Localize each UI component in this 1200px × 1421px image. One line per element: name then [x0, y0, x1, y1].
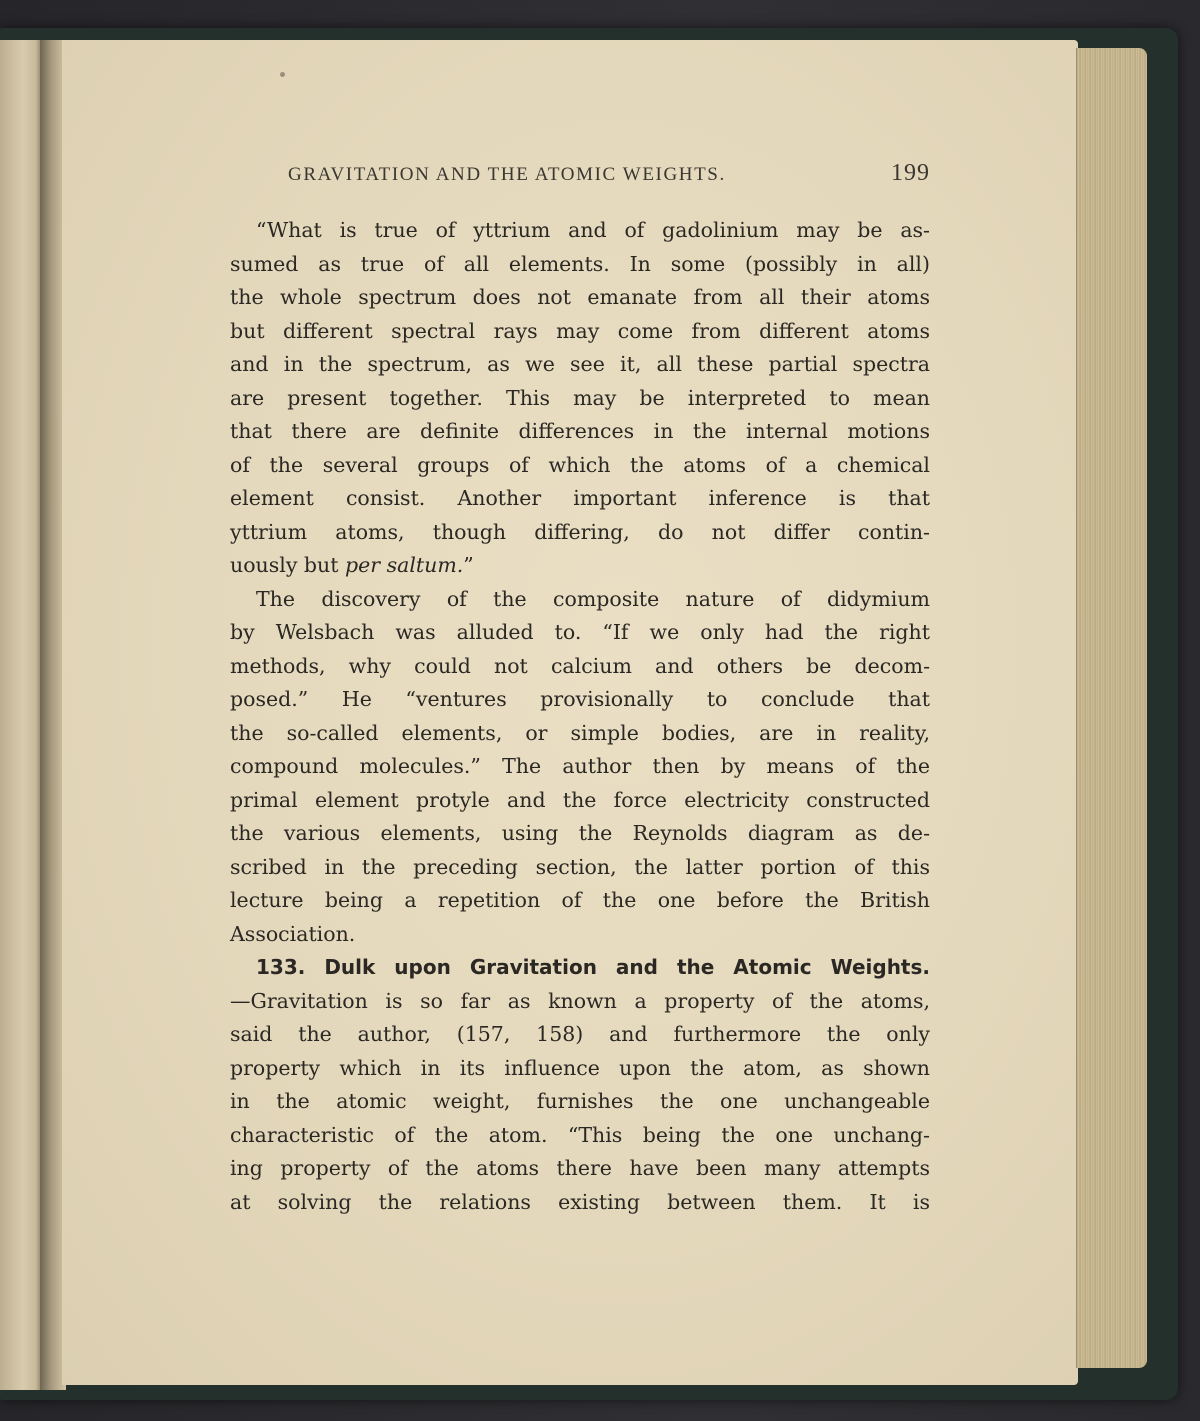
page-block-fore-edge [1076, 48, 1147, 1368]
text-line: of the several groups of which the atoms of a chemical [230, 452, 930, 477]
text-line: element consist. Another important inference is that [230, 486, 930, 510]
text-line: scribed in the preceding section, the latter portion of this [230, 854, 930, 879]
running-head [230, 160, 930, 198]
section-133 [230, 951, 930, 1219]
text-line [230, 549, 930, 583]
text-line: the so-called elements, or simple bodies, are in reality, [230, 720, 930, 745]
text-line: at solving the relations existing between them. It is [230, 1189, 930, 1214]
text-run: uously but [230, 553, 346, 577]
text-line: in the atomic weight, furnishes the one unchangeable [230, 1089, 930, 1113]
text-line: characteristic of the atom. “This being the one unchang- [230, 1122, 930, 1147]
text-line: the whole spectrum does not emanate from all their atoms [230, 285, 930, 309]
text-line: property which in its influence upon the atom, as shown [230, 1055, 930, 1080]
text-line: are present together. This may be interpreted to mean [230, 385, 930, 410]
text-line: methods, why could not calcium and others be decom- [230, 653, 930, 678]
closing-quote: ” [463, 553, 474, 577]
text-line: compound molecules.” The author then by means of the [230, 754, 930, 778]
text-line: but different spectral rays may come from different atoms [230, 318, 930, 343]
section-heading: 133. Dulk upon Gravitation and the Atomic Weights. [256, 955, 930, 979]
quote-paragraph [230, 214, 930, 583]
text-line: —Gravitation is so far as known a property of the atoms, [230, 988, 930, 1013]
text-line: “What is true of yttrium and of gadolinium may be as- [256, 218, 930, 242]
text-line: that there are definite differences in the internal motions [230, 419, 930, 443]
text-line: lecture being a repetition of the one before the British [230, 888, 930, 912]
text-line: the various elements, using the Reynolds diagram as de- [230, 821, 930, 845]
text-line: ing property of the atoms there have been many attempts [230, 1156, 930, 1180]
text-line: and in the spectrum, as we see it, all these partial spectra [230, 352, 930, 376]
discovery-paragraph [230, 583, 930, 952]
page-text [230, 160, 930, 1219]
text-line: posed.” He “ventures provisionally to conclude that [230, 687, 930, 711]
text-line: by Welsbach was alluded to. “If we only had the right [230, 620, 930, 644]
text-line: yttrium atoms, though differing, do not differ contin- [230, 519, 930, 544]
left-facing-page-edge [0, 40, 42, 1390]
running-head-title: GRAVITATION AND THE ATOMIC WEIGHTS. [288, 164, 726, 185]
text-line: said the author, (157, 158) and furthermore the only [230, 1022, 930, 1046]
text-line: Association. [230, 921, 356, 946]
paper-speck [280, 72, 285, 77]
text-line: sumed as true of all elements. In some (possibly in all) [230, 251, 930, 276]
text-line: The discovery of the composite nature of didymium [256, 586, 930, 611]
page-number: 199 [891, 160, 930, 186]
italic-phrase: per saltum. [345, 553, 464, 577]
text-line: primal element protyle and the force electricity constructed [230, 787, 930, 812]
